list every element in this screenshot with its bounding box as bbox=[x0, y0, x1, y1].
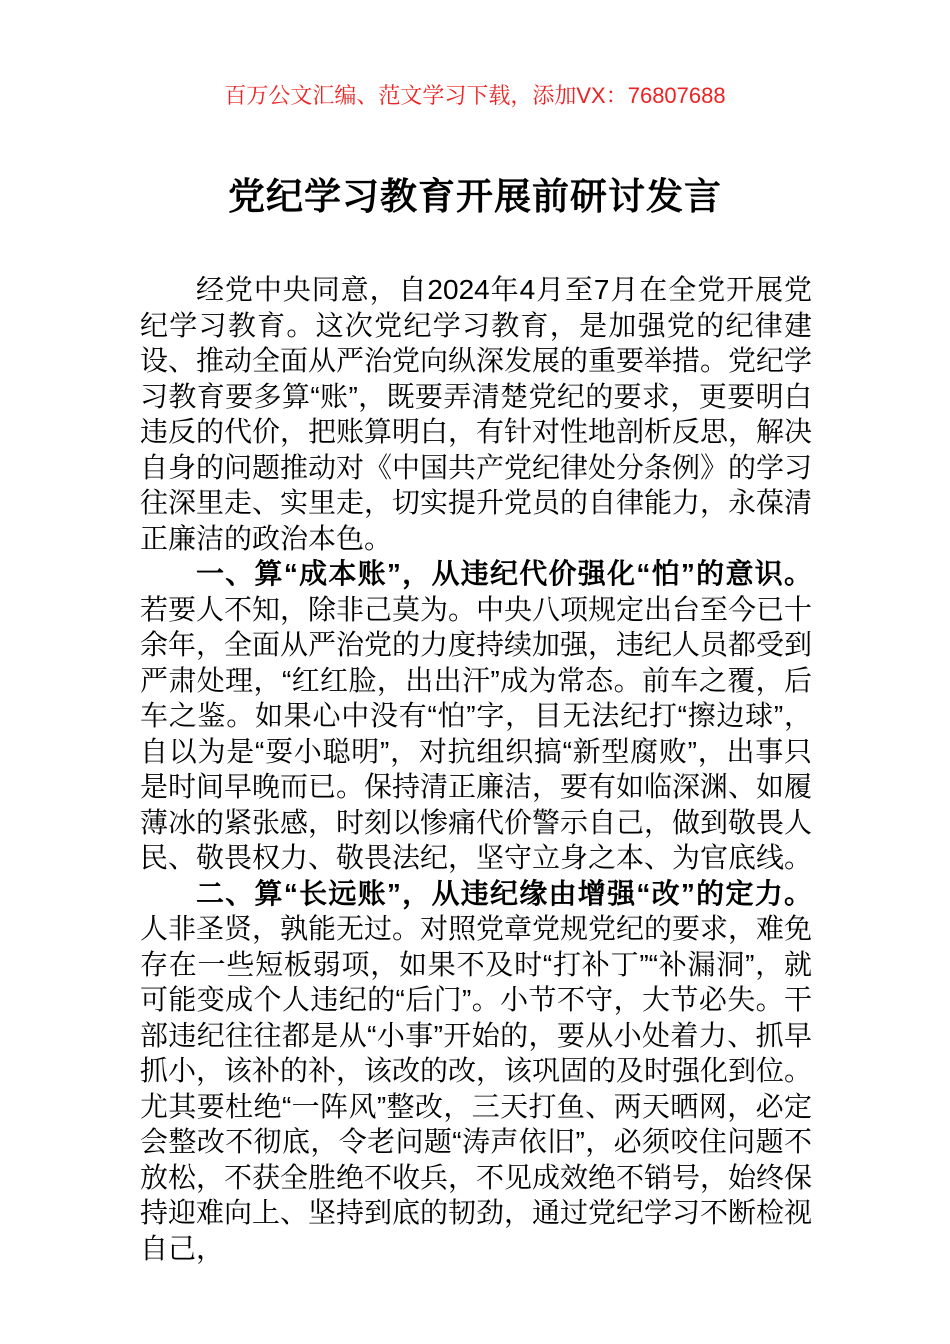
paragraph-section-1 bbox=[140, 556, 812, 876]
header-promo-notice: 百万公文汇编、范文学习下载，添加VX：76807688 bbox=[224, 83, 726, 108]
paragraph-intro bbox=[140, 272, 812, 556]
paragraph-section-1-heading: 一、算“成本账”，从违纪代价强化“怕”的意识。 bbox=[196, 558, 812, 589]
paragraph-section-2-heading: 二、算“长远账”，从违纪缘由增强“改”的定力。 bbox=[196, 877, 812, 909]
document-body bbox=[140, 272, 812, 1266]
paragraph-intro-text: 经党中央同意，自2024年4月至7月在全党开展党纪学习教育。这次党纪学习教育，是加强党的纪律建设、推动全面从严治党向纵深发展的重要举措。党纪学习教育要多算“账”，既要弄清楚党纪的要求，更要明白违反的代价，把账算明白，有针对性地剖析反思，解决自身的问题推动对《中国共产党纪律处分条例》的学习往深里走、实里走，切实提升党员的自律能力，永葆清正廉洁的政治本色。 bbox=[140, 274, 813, 554]
paragraph-section-2 bbox=[140, 876, 812, 1267]
paragraph-section-1-text: 若要人不知，除非己莫为。中央八项规定出台至今已十余年，全面从严治党的力度持续加强，违纪人员都受到严肃处理，“红红脸，出出汗”成为常态。前车之覆，后车之鉴。如果心中没有“怕”字，目无法纪打“擦边球”，自以为是“耍小聪明”，对抗组织搞“新型腐败”，出事只是时间早晚而已。保持清正廉洁，要有如临深渊、如履薄冰的紧张感，时刻以惨痛代价警示自己，做到敬畏人民、敬畏权力、敬畏法纪，坚守立身之本、为官底线。 bbox=[140, 593, 813, 873]
document-title: 党纪学习教育开展前研讨发言 bbox=[228, 176, 722, 217]
paragraph-section-2-text: 人非圣贤，孰能无过。对照党章党规党纪的要求，难免存在一些短板弱项，如果不及时“打补丁”“补漏洞”，就可能变成个人违纪的“后门”。小节不守，大节必失。干部违纪往往都是从“小事”开始的，要从小处着力、抓早抓小，该补的补，该改的改，该巩固的及时强化到位。尤其要杜绝“一阵风”整改，三天打鱼、两天晒网，必定会整改不彻底，令老问题“涛声依旧”，必须咬住问题不放松，不获全胜绝不收兵，不见成效绝不销号，始终保持迎难向上、坚持到底的韧劲，通过党纪学习不断检视自己， bbox=[140, 913, 813, 1264]
